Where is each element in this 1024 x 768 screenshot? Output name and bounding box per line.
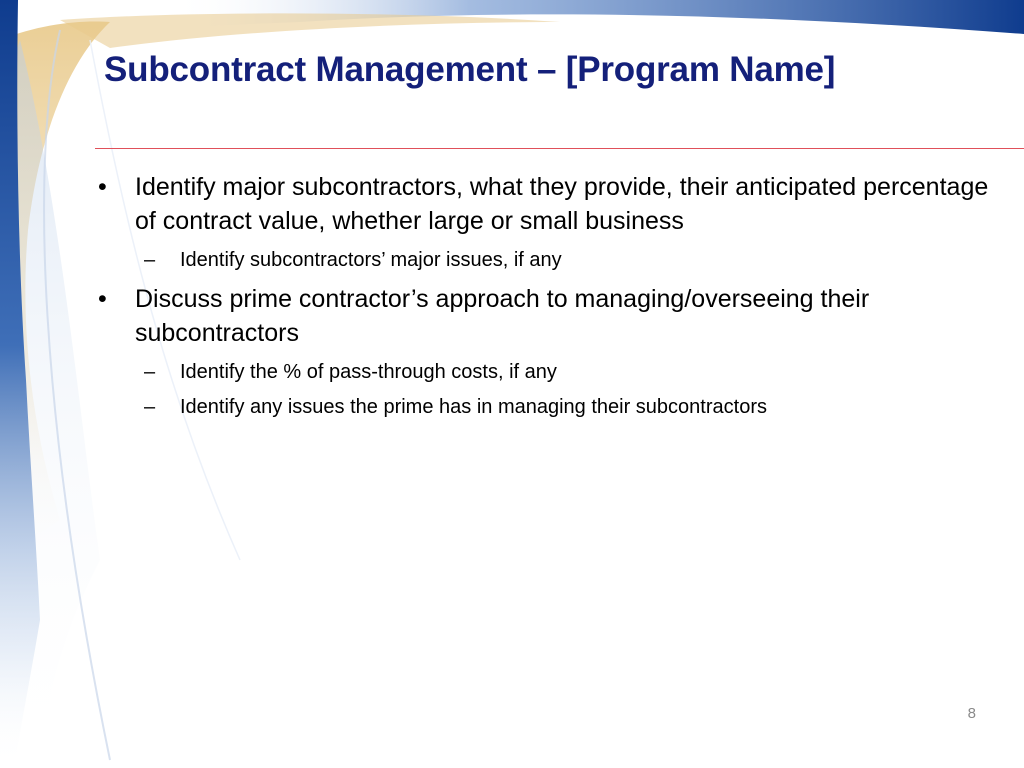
sub-bullet-text: Identify subcontractors’ major issues, if any xyxy=(180,249,562,271)
sub-bullet-item xyxy=(98,247,998,273)
bullet-item xyxy=(98,282,998,350)
sub-bullet-item xyxy=(98,359,998,385)
bullet-text: Identify major subcontractors, what they provide, their anticipated percentage of contract value, whether large or small business xyxy=(135,173,989,235)
sub-bullet-text: Identify any issues the prime has in managing their subcontractors xyxy=(180,396,767,418)
top-gold-band xyxy=(60,13,560,48)
sub-bullet-text: Identify the % of pass-through costs, if any xyxy=(180,361,557,383)
title-divider xyxy=(95,148,1024,149)
sub-bullet-marker: – xyxy=(144,396,156,418)
sub-bullet-marker: – xyxy=(144,361,156,383)
slide-content xyxy=(98,170,998,429)
sub-bullet-item xyxy=(98,394,998,420)
bullet-text: Discuss prime contractor’s approach to managing/overseeing their subcontractors xyxy=(135,285,870,347)
page-number: 8 xyxy=(967,705,976,722)
sub-bullet-marker: – xyxy=(144,249,156,271)
slide-title: Subcontract Management – [Program Name] xyxy=(104,50,836,89)
bullet-item xyxy=(98,170,998,238)
bullet-marker: • xyxy=(98,173,107,201)
bullet-marker: • xyxy=(98,285,107,313)
